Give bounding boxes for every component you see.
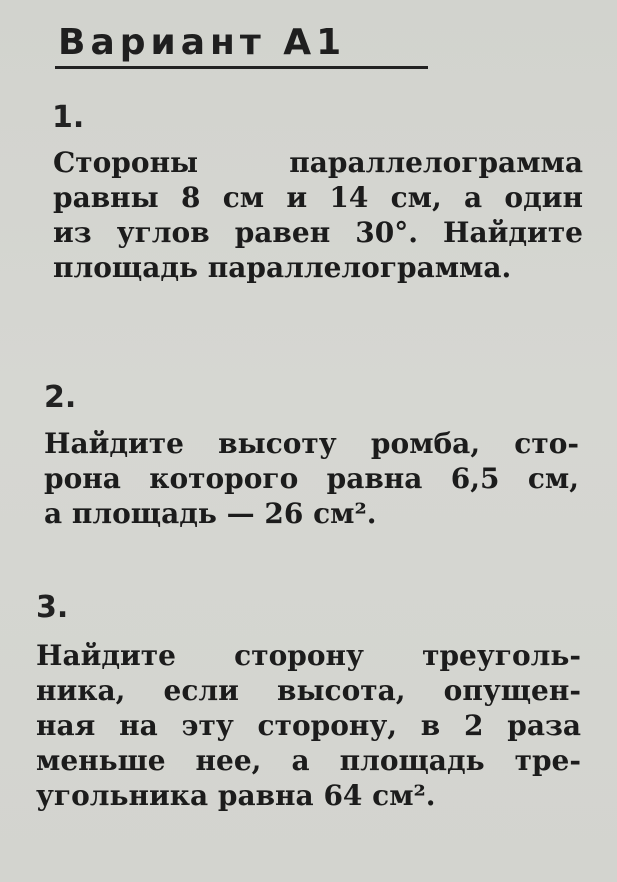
task-1-line-1: Стороны параллелограмма bbox=[53, 146, 583, 179]
task-3-line-4: меньше нее, а площадь тре- bbox=[36, 744, 581, 777]
task-2-line-2: рона которого равна 6,5 см, bbox=[44, 462, 579, 495]
task-2-line-3: а площадь — 26 см². bbox=[44, 497, 377, 530]
task-1-line-3: из углов равен 30°. Найдите bbox=[53, 216, 583, 249]
title-underline bbox=[55, 66, 428, 69]
variant-title: Вариант А1 bbox=[58, 22, 347, 63]
task-1-number: 1. bbox=[52, 100, 85, 135]
task-3-number: 3. bbox=[36, 590, 69, 625]
task-3-line-1: Найдите сторону треуголь- bbox=[36, 639, 581, 672]
task-3-line-2: ника, если высота, опущен- bbox=[36, 674, 581, 707]
task-2-line-1: Найдите высоту ромба, сто- bbox=[44, 427, 579, 460]
task-1-line-2: равны 8 см и 14 см, а один bbox=[53, 181, 583, 214]
task-3-text bbox=[36, 638, 581, 813]
task-3-line-3: ная на эту сторону, в 2 раза bbox=[36, 709, 581, 742]
task-3-line-5: угольника равна 64 см². bbox=[36, 779, 436, 812]
task-1-text bbox=[53, 145, 583, 285]
task-2-text bbox=[44, 426, 579, 531]
task-2-number: 2. bbox=[44, 380, 77, 415]
task-1-line-4: площадь параллелограмма. bbox=[53, 251, 512, 284]
